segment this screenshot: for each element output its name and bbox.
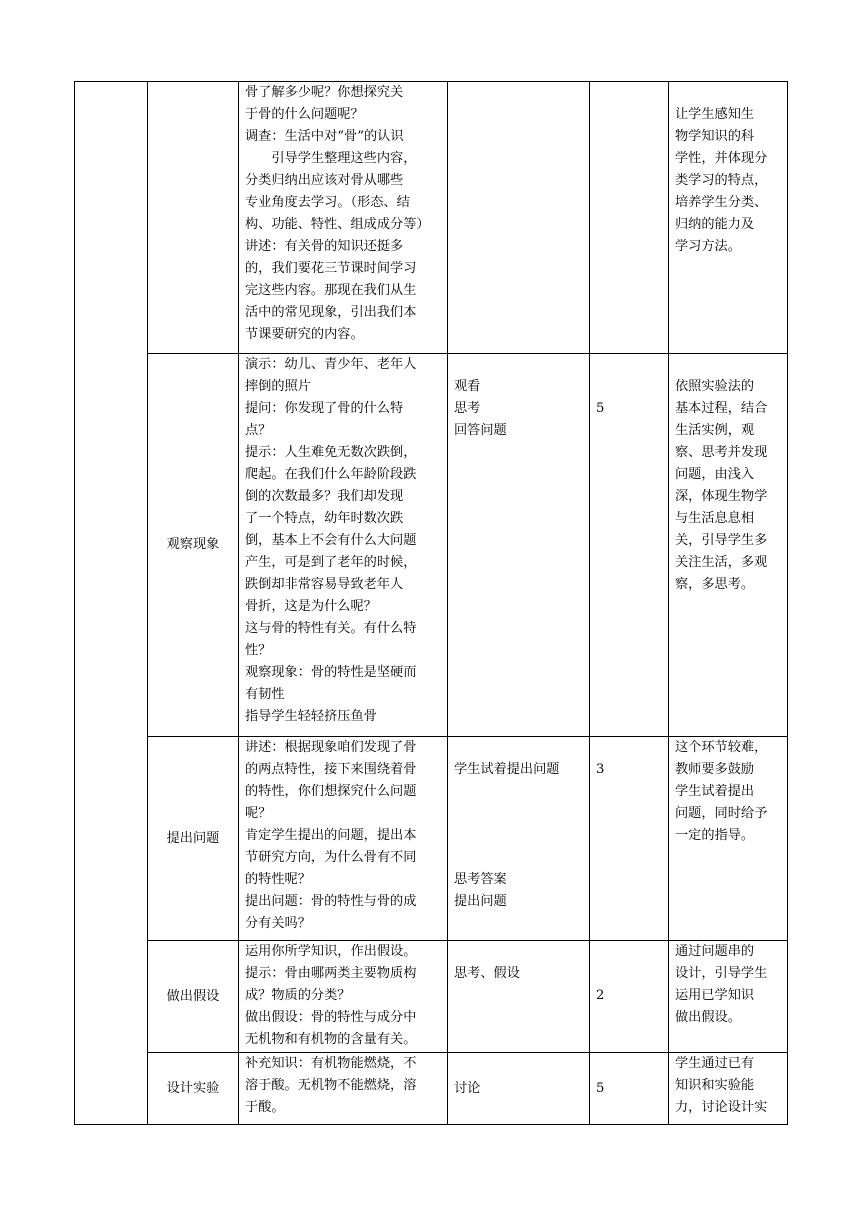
content-cell — [239, 737, 448, 941]
text-line: 专业角度去学习。（形态、结 — [245, 195, 410, 210]
purpose-lines — [675, 737, 781, 847]
text-line: 构、功能、特性、组成成分等） — [245, 217, 430, 232]
time-value: 2 — [596, 988, 605, 1003]
text-line: 节研究方向，为什么骨有不同 — [245, 850, 417, 865]
content-lines — [245, 1053, 441, 1119]
text-line: 学生通过已有 — [675, 1056, 755, 1071]
table-row — [75, 941, 788, 1053]
text-line: 观看 — [454, 379, 481, 394]
activity-lines — [454, 737, 583, 913]
content-cell — [239, 354, 448, 737]
time-cell — [590, 737, 669, 941]
text-line: 教师要多鼓励 — [675, 762, 755, 777]
text-line: 思考、假设 — [454, 966, 520, 981]
text-line: 知识和实验能 — [675, 1078, 755, 1093]
purpose-lines — [675, 1053, 781, 1119]
text-line: 通过问题串的 — [675, 944, 755, 959]
text-line: 的特性，你们想探究什么问题 — [245, 784, 417, 799]
time-value: 5 — [596, 401, 605, 416]
text-line: 一定的指导。 — [675, 828, 755, 843]
text-line: 做出假设。 — [675, 1010, 741, 1025]
text-line: 呢？ — [245, 806, 272, 821]
purpose-cell — [669, 941, 788, 1053]
text-line: 基本过程，结合 — [675, 401, 768, 416]
text-line: 运用你所学知识，作出假设。 — [245, 944, 417, 959]
purpose-cell — [669, 354, 788, 737]
text-line: 的特性呢？ — [245, 872, 311, 887]
text-line: 提示：骨由哪两类主要物质构 — [245, 966, 417, 981]
purpose-lines — [675, 941, 781, 1029]
text-line: 无机物和有机物的含量有关。 — [245, 1032, 417, 1047]
table-row — [75, 737, 788, 941]
activity-cell — [448, 82, 590, 354]
purpose-lines — [675, 82, 781, 258]
text-line: 成？物质的分类？ — [245, 988, 351, 1003]
text-line: 物学知识的科 — [675, 129, 755, 144]
text-line: 于酸。 — [245, 1100, 285, 1115]
text-line: 做出假设：骨的特性与成分中 — [245, 1010, 417, 1025]
text-line: 回答问题 — [454, 423, 507, 438]
text-line: 思考 — [454, 401, 481, 416]
time-cell — [590, 1053, 669, 1125]
text-line: 产生，可是到了老年的时候， — [245, 555, 417, 570]
activity-lines — [454, 1078, 583, 1100]
text-line: 有韧性 — [245, 687, 285, 702]
activity-cell — [448, 354, 590, 737]
text-line: 学生试着提出问题 — [454, 762, 560, 777]
text-line: 设计，引导学生 — [675, 966, 768, 981]
text-line: 分有关吗？ — [245, 916, 311, 931]
text-line: 学生试着提出 — [675, 784, 755, 799]
text-line — [454, 803, 583, 825]
step-cell — [148, 1053, 239, 1125]
purpose-cell — [669, 82, 788, 354]
text-line: 指导学生轻轻挤压鱼骨 — [245, 709, 377, 724]
text-line: 了一个特点，幼年时数次跌 — [245, 511, 404, 526]
outer-column-cell — [75, 82, 148, 1125]
text-line: 的两点特性，接下来围绕着骨 — [245, 762, 417, 777]
purpose-lines — [675, 354, 781, 596]
content-lines — [245, 737, 441, 935]
text-line: 提示：人生难免无数次跌倒， — [245, 445, 417, 460]
text-line: 溶于酸。无机物不能燃烧，溶 — [245, 1078, 417, 1093]
text-line: 讨论 — [454, 1080, 481, 1096]
activity-cell — [448, 941, 590, 1053]
table-row — [75, 354, 788, 737]
lesson-plan-table — [74, 81, 788, 1125]
content-lines — [245, 354, 441, 728]
table-row — [75, 82, 788, 354]
text-line: 提出问题：骨的特性与骨的成 — [245, 894, 417, 909]
time-value: 5 — [596, 1080, 605, 1096]
text-line: 演示：幼儿、青少年、老年人 — [245, 357, 417, 372]
text-line: 问题，同时给予 — [675, 806, 768, 821]
step-label: 观察现象 — [166, 537, 220, 552]
time-cell — [590, 82, 669, 354]
text-line: 与生活息息相 — [675, 511, 755, 526]
text-line: 点？ — [245, 423, 272, 438]
text-line: 性？ — [245, 643, 272, 658]
text-line: 完这些内容。那现在我们从生 — [245, 283, 417, 298]
content-lines — [245, 941, 441, 1051]
text-line: 爬起。在我们什么年龄阶段跌 — [245, 467, 417, 482]
text-line: 培养学生分类、 — [675, 195, 768, 210]
text-line: 骨了解多少呢？你想探究关 — [245, 85, 404, 100]
content-cell — [239, 941, 448, 1053]
text-line: 生活实例，观 — [675, 423, 755, 438]
text-line: 的，我们要花三节课时间学习 — [245, 261, 417, 276]
text-line: 思考答案 — [454, 872, 507, 887]
activity-lines — [454, 941, 583, 985]
lesson-plan-body — [75, 82, 788, 1125]
text-line: 跌倒却非常容易导致老年人 — [245, 577, 404, 592]
text-line: 补充知识：有机物能燃烧，不 — [245, 1056, 417, 1071]
step-cell — [148, 82, 239, 354]
time-value: 3 — [596, 762, 605, 777]
text-line: 问题，由浅入 — [675, 467, 755, 482]
text-line: 肯定学生提出的问题，提出本 — [245, 828, 417, 843]
step-cell — [148, 737, 239, 941]
step-cell — [148, 354, 239, 737]
purpose-cell — [669, 737, 788, 941]
text-line: 讲述：根据现象咱们发现了骨 — [245, 740, 417, 755]
text-line: 深，体现生物学 — [675, 489, 768, 504]
text-line: 运用已学知识 — [675, 988, 755, 1003]
activity-cell — [448, 737, 590, 941]
text-line: 调查：生活中对“骨”的认识 — [245, 129, 404, 144]
text-line: 学性，并体现分 — [675, 151, 768, 166]
text-line: 引导学生整理这些内容， — [245, 151, 417, 166]
text-line: 倒，基本上不会有什么大问题 — [245, 533, 417, 548]
text-line: 提出问题 — [454, 894, 507, 909]
content-lines — [245, 82, 441, 346]
text-line: 这个环节较难， — [675, 740, 768, 755]
text-line: 关，引导学生多 — [675, 533, 768, 548]
content-cell — [239, 82, 448, 354]
activity-cell — [448, 1053, 590, 1125]
text-line: 讲述：有关骨的知识还挺多 — [245, 239, 404, 254]
text-line: 观察现象：骨的特性是坚硬而 — [245, 665, 417, 680]
text-line: 学习方法。 — [675, 239, 741, 254]
step-label: 提出问题 — [166, 830, 220, 846]
text-line: 于骨的什么问题呢？ — [245, 107, 364, 122]
text-line: 察，多思考。 — [675, 577, 755, 592]
text-line — [454, 781, 583, 803]
time-cell — [590, 941, 669, 1053]
text-line: 让学生感知生 — [675, 107, 755, 122]
step-label: 设计实验 — [166, 1080, 220, 1096]
content-cell — [239, 1053, 448, 1125]
text-line — [454, 847, 583, 869]
step-cell — [148, 941, 239, 1053]
text-line: 节课要研究的内容。 — [245, 327, 364, 342]
text-line: 类学习的特点， — [675, 173, 768, 188]
step-label: 做出假设 — [166, 988, 220, 1004]
text-line: 倒的次数最多？我们却发现 — [245, 489, 404, 504]
text-line — [454, 825, 583, 847]
time-cell — [590, 354, 669, 737]
text-line: 活中的常见现象，引出我们本 — [245, 305, 417, 320]
activity-lines — [454, 354, 583, 442]
text-line: 这与骨的特性有关。有什么特 — [245, 621, 417, 636]
purpose-cell — [669, 1053, 788, 1125]
text-line: 分类归纳出应该对骨从哪些 — [245, 173, 404, 188]
text-line: 依照实验法的 — [675, 379, 755, 394]
text-line: 察、思考并发现 — [675, 445, 768, 460]
text-line: 摔倒的照片 — [245, 379, 311, 394]
table-row — [75, 1053, 788, 1125]
text-line: 归纳的能力及 — [675, 217, 755, 232]
text-line: 提问：你发现了骨的什么特 — [245, 401, 404, 416]
text-line: 关注生活，多观 — [675, 555, 768, 570]
text-line: 骨折，这是为什么呢？ — [245, 599, 377, 614]
text-line: 力，讨论设计实 — [675, 1100, 768, 1115]
